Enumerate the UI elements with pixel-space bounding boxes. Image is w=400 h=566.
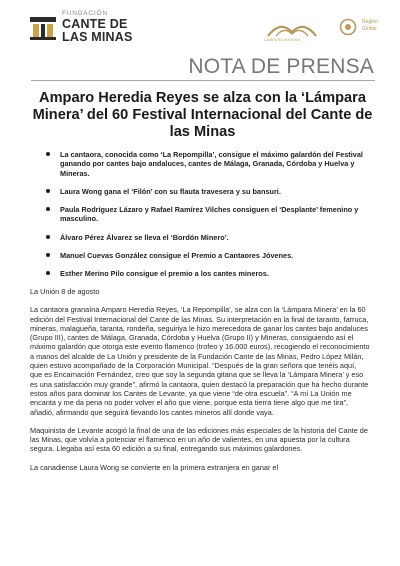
highlight-item [30, 187, 375, 196]
highlight-text: Esther Merino Pilo consigue el premio a los cantes mineros. [60, 269, 269, 279]
highlight-item [30, 233, 375, 242]
headline: Amparo Heredia Reyes se alza con la ‘Lámpara Minera’ del 60 Festival Internacional del Cante de las Minas [32, 90, 373, 140]
highlight-item [30, 150, 375, 178]
highlights-list [30, 150, 375, 288]
region-text: Región [362, 19, 378, 25]
highlight-item [30, 251, 375, 260]
partner-logo-caption: LÁMPARA MINERA [264, 38, 301, 42]
region-global-logo-icon [339, 18, 357, 36]
highlight-text: Manuel Cuevas González consigue el Premio a Cantaores Jóvenes. [60, 251, 294, 261]
fundacion-logo-text [62, 10, 133, 44]
region-global-logo-text [362, 19, 378, 32]
bullet-icon [46, 235, 50, 239]
highlight-item [30, 205, 375, 224]
fundacion-logo-icon [30, 14, 56, 40]
dateline: La Unión 8 de agosto [30, 287, 100, 296]
body-paragraph: Maquinista de Levante acogió la final de una de las ediciones más especiales de la historia del Cante de las Minas, que volvía a potenciar el flamenco en un año de valientes, en una apuesta por la cultura segura. Llegaba así esta 60 edición a su final, entregando sus máximos galardones. [30, 425, 368, 454]
highlight-text: Laura Wong gana el ‘Filón’ con su flauta travesera y su bansuri. [60, 186, 281, 196]
article-body [30, 287, 370, 481]
bullet-icon [46, 207, 50, 211]
header-divider [31, 80, 375, 81]
bullet-icon [46, 253, 50, 257]
highlight-text: La cantaora, conocida como ‘La Repompilla’, consigue el máximo galardón del Festival ganando por cantes bajo andaluces, cantes de Málaga, Granada, Córdoba y Huelva y Mineras. [60, 150, 363, 178]
highlight-text: Álvaro Pérez Álvarez se lleva el ‘Bordón Minero’. [60, 232, 229, 242]
body-paragraph: La canadiense Laura Wong se convierte en la primera extranjera en ganar el [30, 462, 279, 472]
logo-line-1: CANTE DE [62, 17, 128, 31]
bullet-icon [46, 271, 50, 275]
body-paragraph: La cantaora granaína Amparo Heredia Reyes, ‘La Repompilla’, se alza con la ‘Lámpara Minera’ en la 60 edición del Festival Internacional del Cante de las Minas. Su interpretación en la final de taranto, farruca, mineras, malagueña, taranta, rondeña, seguiriya le hizo merecedora de ganar los cantes bajo andaluces (Grupo III), cantes de Málaga, Granada, Córdoba y Huelva (Grupo II) y Mineras, consiguiendo así el máximo galardón que otorga este evento flamenco (trofeo y 16.000 euros), recogiendo el reconocimiento a manos del alcalde de La Unión y presidente de la Fundación Cante de las Minas, Pedro López Milán, quien estuvo acompañado de la Corporación Municipal. “Después de la gran señora que tenéis aquí, que es Encarnación Fernández, creo que soy la segunda gitana que se lleva la ‘Lámpara Minera’ y eso es una satisfacción muy grande”, afirmó la cantaora, quien destacó la preparación que ha hecho durante estos años para dominar los Cantes de Levante, ya que viene “de otra escuela”. “A mí La Unión me encanta y me da pena no poder volver el año que viene, porque esta tierra tiene algo que me tira”, añadió, afirmando que seguirá llevando los cantes mineros allí donde vaya. [30, 305, 370, 417]
logo-line-2: LAS MINAS [62, 30, 133, 44]
highlight-item [30, 269, 375, 278]
document-header [0, 0, 400, 56]
document-type-label: NOTA DE PRENSA [188, 55, 374, 78]
bullet-icon [46, 189, 50, 193]
bullet-icon [46, 152, 50, 156]
highlight-text: Paula Rodríguez Lázaro y Rafael Ramírez Vilches consiguen el ‘Desplante’ femenino y masculino. [60, 205, 359, 224]
global-text: Global [362, 25, 377, 32]
logo-small-text: FUNDACIÓN [62, 10, 108, 17]
